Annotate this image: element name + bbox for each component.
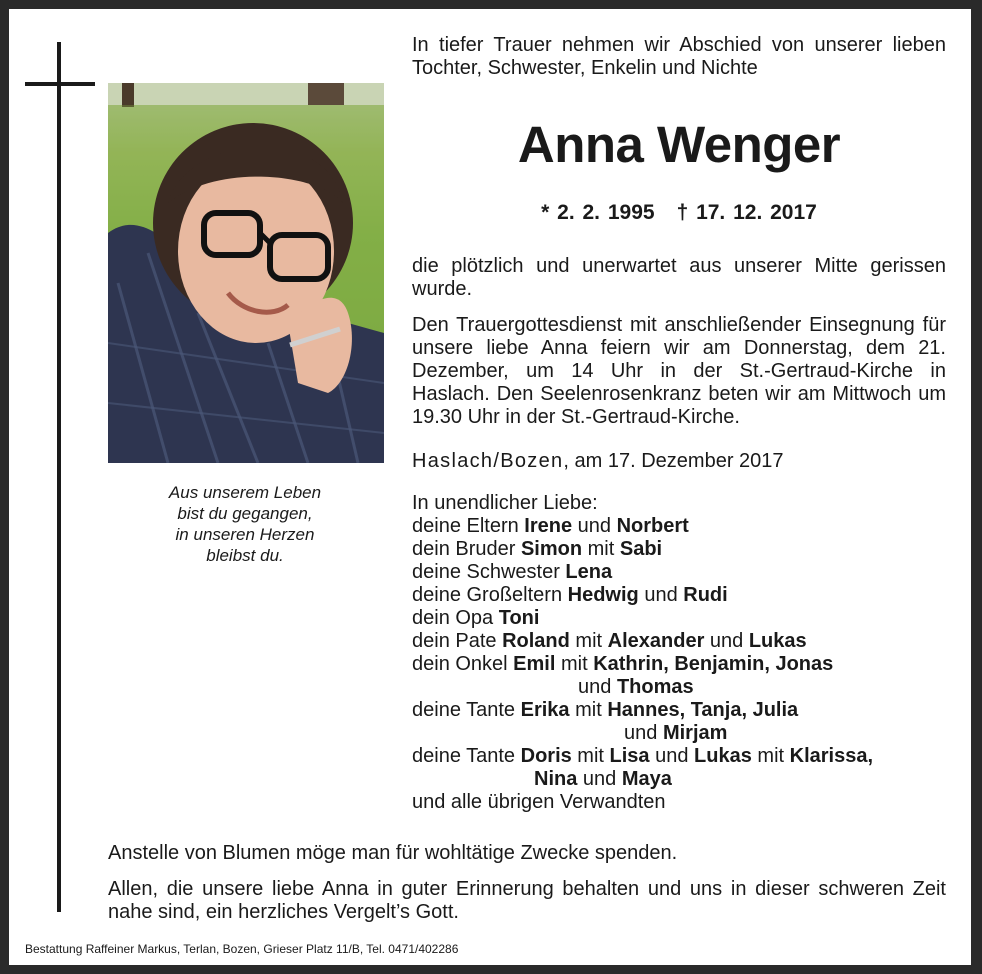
family-line: und alle übrigen Verwandten <box>412 791 666 813</box>
deceased-name: Anna Wenger <box>517 116 841 173</box>
paragraph-service: Den Trauergottesdienst mit anschließender Einsegnung für unsere liebe Anna feiern wir am Donnerstag, dem 21. Dezember, um 14 Uhr in der St.-Gertraud-Kirche in Haslach. Den Seelenrosenkranz beten wir am Mittwoch um 19.30 Uhr in der St.-Gertraud-Kirche. <box>412 314 946 428</box>
family-line: deine Schwester Lena <box>412 561 613 583</box>
caption-line: Aus unserem Leben <box>168 483 322 502</box>
funeral-home-footer: Bestattung Raffeiner Markus, Terlan, Bozen, Grieser Platz 11/B, Tel. 0471/402286 <box>25 942 459 956</box>
family-line: dein Pate Roland mit Alexander und Lukas <box>412 630 807 652</box>
thanks-note: Allen, die unsere liebe Anna in guter Erinnerung behalten und uns in dieser schweren Zeit nahe sind, ein herzliches Vergelt’s Gott. <box>108 878 946 923</box>
caption-line: bist du gegangen, <box>177 504 313 523</box>
family-intro: In unendlicher Liebe: <box>412 492 598 514</box>
intro-text: In tiefer Trauer nehmen wir Abschied von unserer lieben Tochter, Schwester, Enkelin und Nichte <box>412 34 946 79</box>
life-dates <box>412 200 946 226</box>
death-date: † 17. 12. 2017 <box>676 201 817 224</box>
family-line: Nina und Maya <box>534 768 672 790</box>
place-name: Haslach/Bozen <box>412 450 564 472</box>
family-line: dein Onkel Emil mit Kathrin, Benjamin, Jonas <box>412 653 834 675</box>
family-line: und Mirjam <box>624 722 728 744</box>
family-list <box>412 492 946 814</box>
family-line: deine Tante Erika mit Hannes, Tanja, Julia <box>412 699 799 721</box>
cross-icon <box>57 42 61 912</box>
flowers-note: Anstelle von Blumen möge man für wohltätige Zwecke spenden. <box>108 842 678 864</box>
place-date <box>412 450 946 473</box>
caption-verse <box>120 482 370 566</box>
family-line: dein Bruder Simon mit Sabi <box>412 538 663 560</box>
cross-icon-bar <box>25 82 95 86</box>
family-line: dein Opa Toni <box>412 607 540 629</box>
birth-date: * 2. 2. 1995 <box>541 201 655 224</box>
place-date-text: , am 17. Dezember 2017 <box>563 450 784 472</box>
paragraph-sudden: die plötzlich und unerwartet aus unserer Mitte gerissen wurde. <box>412 255 946 300</box>
family-line: deine Eltern Irene und Norbert <box>412 515 689 537</box>
caption-line: in unseren Herzen <box>175 525 315 544</box>
family-line: und Thomas <box>578 676 694 698</box>
portrait-photo <box>108 83 384 463</box>
portrait-illustration <box>108 83 384 463</box>
family-line: deine Großeltern Hedwig und Rudi <box>412 584 728 606</box>
caption-line: bleibst du. <box>206 546 284 565</box>
family-line: deine Tante Doris mit Lisa und Lukas mit Klarissa, <box>412 745 874 767</box>
